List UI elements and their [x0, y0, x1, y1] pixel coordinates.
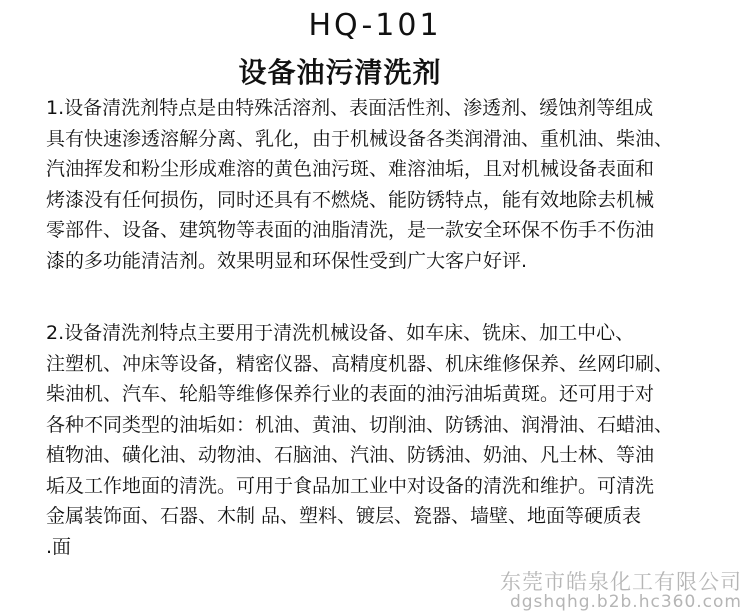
text-line: 金属装饰面、石器、木制 品、塑料、镀层、瓷器、墙壁、地面等硬质表 [46, 505, 642, 527]
text-line: 烤漆没有任何损伤，同时还具有不燃烧、能防锈特点，能有效地除去机械 [46, 188, 655, 211]
text-line: 垢及工作地面的清洗。可用于食品加工业中对设备的清洗和维护。可清洗 [46, 474, 655, 497]
text-line: 漆的多功能清洁剂。效果明显和环保性受到广大客户好评. [46, 249, 528, 272]
product-name-title: 设备油污清洗剂 [238, 56, 442, 89]
text-line: 2.设备清洗剂特点主要用于清洗机械设备、如车床、铣床、加工中心、 [46, 322, 635, 344]
text-line: 具有快速渗透溶解分离、乳化，由于机械设备各类润滑油、重机油、柴油、 [46, 127, 674, 150]
text-line: 汽油挥发和粉尘形成难溶的黄色油污斑、难溶油垢，且对机械设备表面和 [46, 158, 655, 180]
watermark-company: 东莞市皓泉化工有限公司 [500, 570, 742, 594]
text-line: 零部件、设备、建筑物等表面的油脂清洗，是一款安全环保不伤手不伤油 [46, 219, 655, 241]
text-line: 植物油、磺化油、动物油、石脑油、汽油、防锈油、奶油、凡士林、等油 [46, 444, 655, 466]
text-line: .面 [46, 535, 72, 558]
text-line: 1.设备清洗剂特点是由特殊活溶剂、表面活性剂、渗透剂、缓蚀剂等组成 [46, 97, 654, 119]
text-line: 柴油机、汽车、轮船等维修保养行业的表面的油污油垢黄斑。还可用于对 [46, 383, 655, 405]
text-line: 注塑机、冲床等设备，精密仪器、高精度机器、机床维修保养、丝网印刷、 [46, 352, 674, 375]
paragraph-features [46, 93, 750, 276]
product-model-title: HQ-101 [308, 8, 442, 43]
watermark-url: dgshqhg.b2b.hc360.com [509, 592, 742, 612]
text-line: 各种不同类型的油垢如：机油、黄油、切削油、防锈油、润滑油、石蜡油、 [46, 413, 674, 436]
paragraph-applications [46, 318, 750, 562]
